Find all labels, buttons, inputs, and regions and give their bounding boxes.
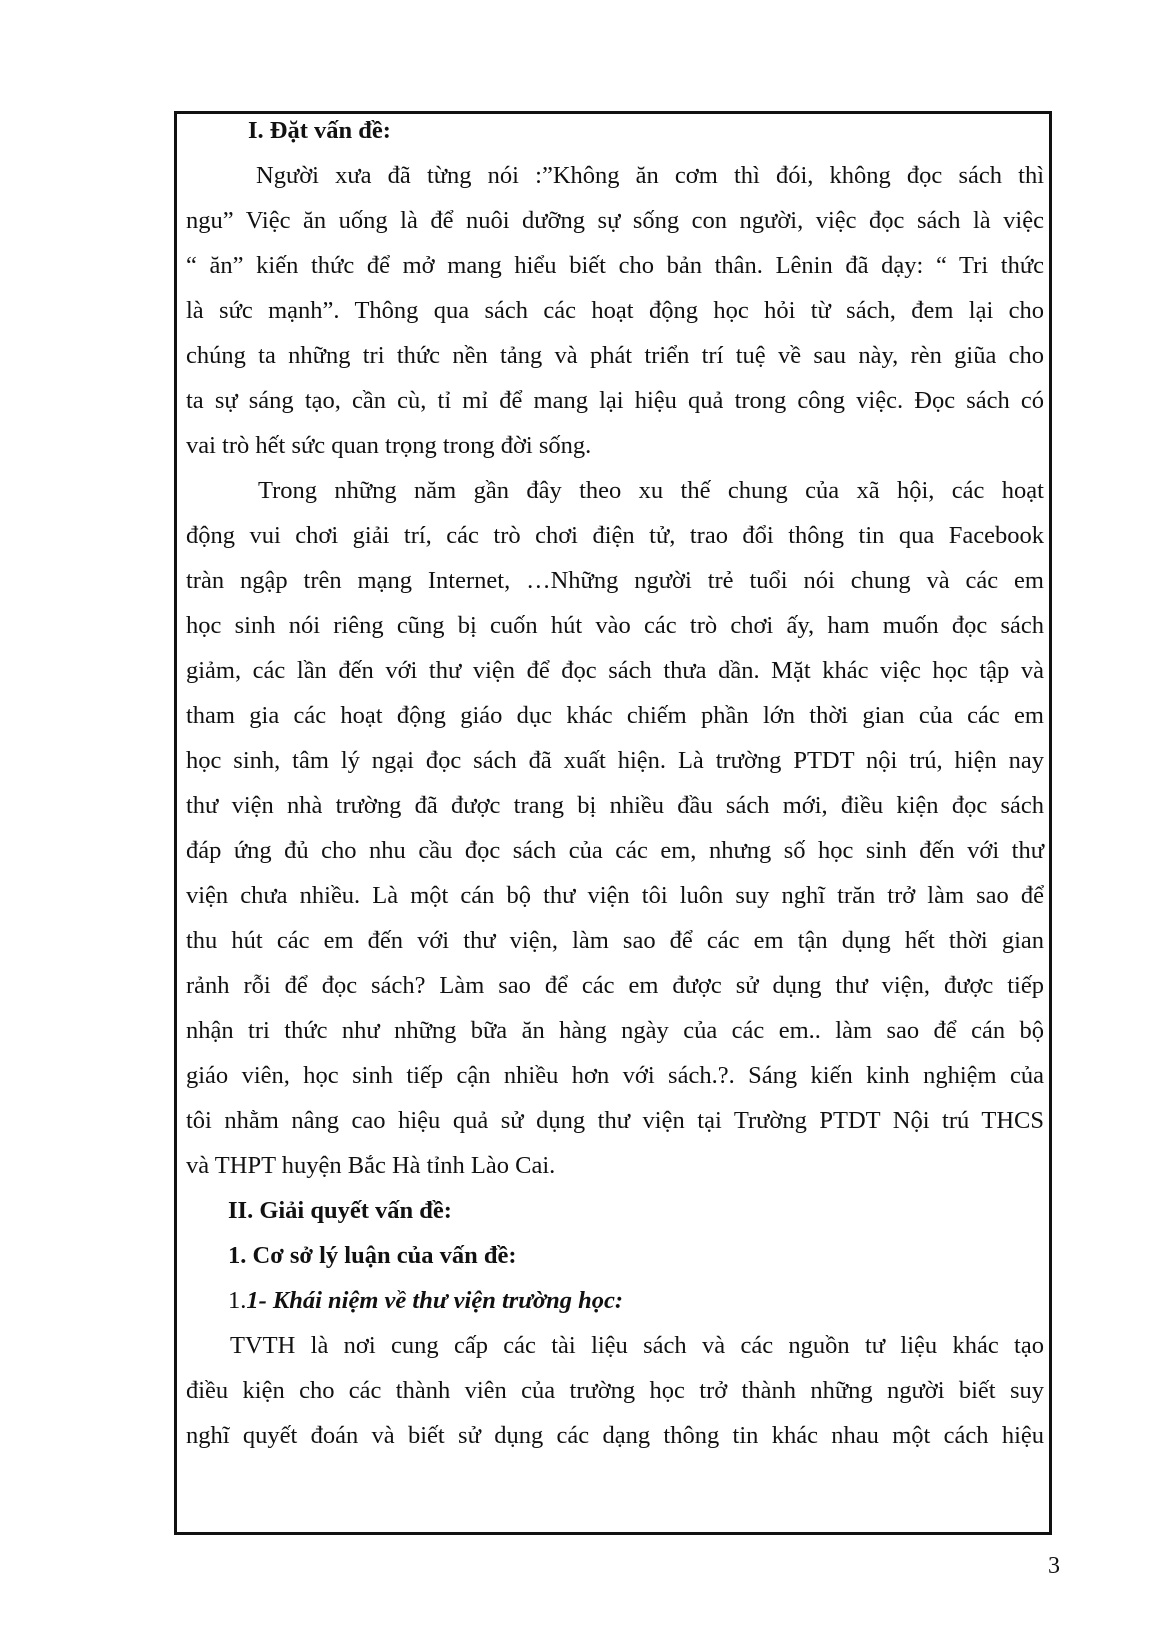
paragraph-1-line: ta sự sáng tạo, cần cù, tỉ mỉ để mang lại hiệu quả trong công việc. Đọc sách có [186, 387, 1044, 414]
paragraph-1-line: “ ăn” kiến thức để mở mang hiểu biết cho bản thân. Lênin đã dạy: “ Tri thức [186, 252, 1044, 279]
paragraph-2-line: đáp ứng đủ cho nhu cầu đọc sách của các em, nhưng số học sinh đến với thư [186, 837, 1044, 864]
subsubsection-heading-prefix: 1. [228, 1287, 247, 1314]
paragraph-2-line: động vui chơi giải trí, các trò chơi điện tử, trao đổi thông tin qua Facebook [186, 522, 1044, 549]
section-heading-2: II. Giải quyết vấn đề: [228, 1197, 452, 1224]
paragraph-1-line: Người xưa đã từng nói :”Không ăn cơm thì đói, không đọc sách thì [256, 162, 1044, 189]
paragraph-2-line: rảnh rỗi để đọc sách? Làm sao để các em được sử dụng thư viện, được tiếp [186, 972, 1044, 999]
paragraph-2-line: Trong những năm gần đây theo xu thế chung của xã hội, các hoạt [258, 477, 1044, 504]
paragraph-2-line: tham gia các hoạt động giáo dục khác chiếm phần lớn thời gian của các em [186, 702, 1044, 729]
paragraph-2-line: nhận tri thức như những bữa ăn hàng ngày của các em.. làm sao để cán bộ [186, 1017, 1044, 1044]
subsection-heading: 1. Cơ sở lý luận của vấn đề: [228, 1242, 517, 1269]
paragraph-2-line: tôi nhằm nâng cao hiệu quả sử dụng thư viện tại Trường PTDT Nội trú THCS [186, 1107, 1044, 1134]
paragraph-2-line: thu hút các em đến với thư viện, làm sao để các em tận dụng hết thời gian [186, 927, 1044, 954]
paragraph-2-line: giáo viên, học sinh tiếp cận nhiều hơn với sách.?. Sáng kiến kinh nghiệm của [186, 1062, 1044, 1089]
paragraph-1-line: chúng ta những tri thức nền tảng và phát triển trí tuệ về sau này, rèn giũa cho [186, 342, 1044, 369]
paragraph-2-line: học sinh, tâm lý ngại đọc sách đã xuất hiện. Là trường PTDT nội trú, hiện nay [186, 747, 1044, 774]
paragraph-2-line: và THPT huyện Bắc Hà tỉnh Lào Cai. [186, 1152, 556, 1179]
paragraph-1-line: ngu” Việc ăn uống là để nuôi dưỡng sự sống con người, việc đọc sách là việc [186, 207, 1044, 234]
paragraph-2-line: tràn ngập trên mạng Internet, …Những người trẻ tuổi nói chung và các em [186, 567, 1044, 594]
paragraph-2-line: viện chưa nhiều. Là một cán bộ thư viện tôi luôn suy nghĩ trăn trở làm sao để [186, 882, 1044, 909]
subsubsection-heading-title: 1- Khái niệm về thư viện trường học: [246, 1287, 624, 1314]
paragraph-2-line: học sinh nói riêng cũng bị cuốn hút vào các trò chơi ấy, ham muốn đọc sách [186, 612, 1044, 639]
subsubsection-heading [186, 1277, 1044, 1324]
paragraph-3-line: TVTH là nơi cung cấp các tài liệu sách và các nguồn tư liệu khác tạo [230, 1332, 1044, 1359]
paragraph-3-line: nghĩ quyết đoán và biết sử dụng các dạng thông tin khác nhau một cách hiệu [186, 1422, 1044, 1449]
paragraph-1-line: là sức mạnh”. Thông qua sách các hoạt động học hỏi từ sách, đem lại cho [186, 297, 1044, 324]
paragraph-1-line: vai trò hết sức quan trọng trong đời sống. [186, 432, 592, 459]
section-heading-1: I. Đặt vấn đề: [248, 117, 391, 144]
page-number: 3 [1048, 1553, 1060, 1579]
paragraph-2-line: thư viện nhà trường đã được trang bị nhiều đầu sách mới, điều kiện đọc sách [186, 792, 1044, 819]
paragraph-3-line: điều kiện cho các thành viên của trường học trở thành những người biết suy [186, 1377, 1044, 1404]
paragraph-2-line: giảm, các lần đến với thư viện để đọc sách thưa dần. Mặt khác việc học tập và [186, 657, 1044, 684]
